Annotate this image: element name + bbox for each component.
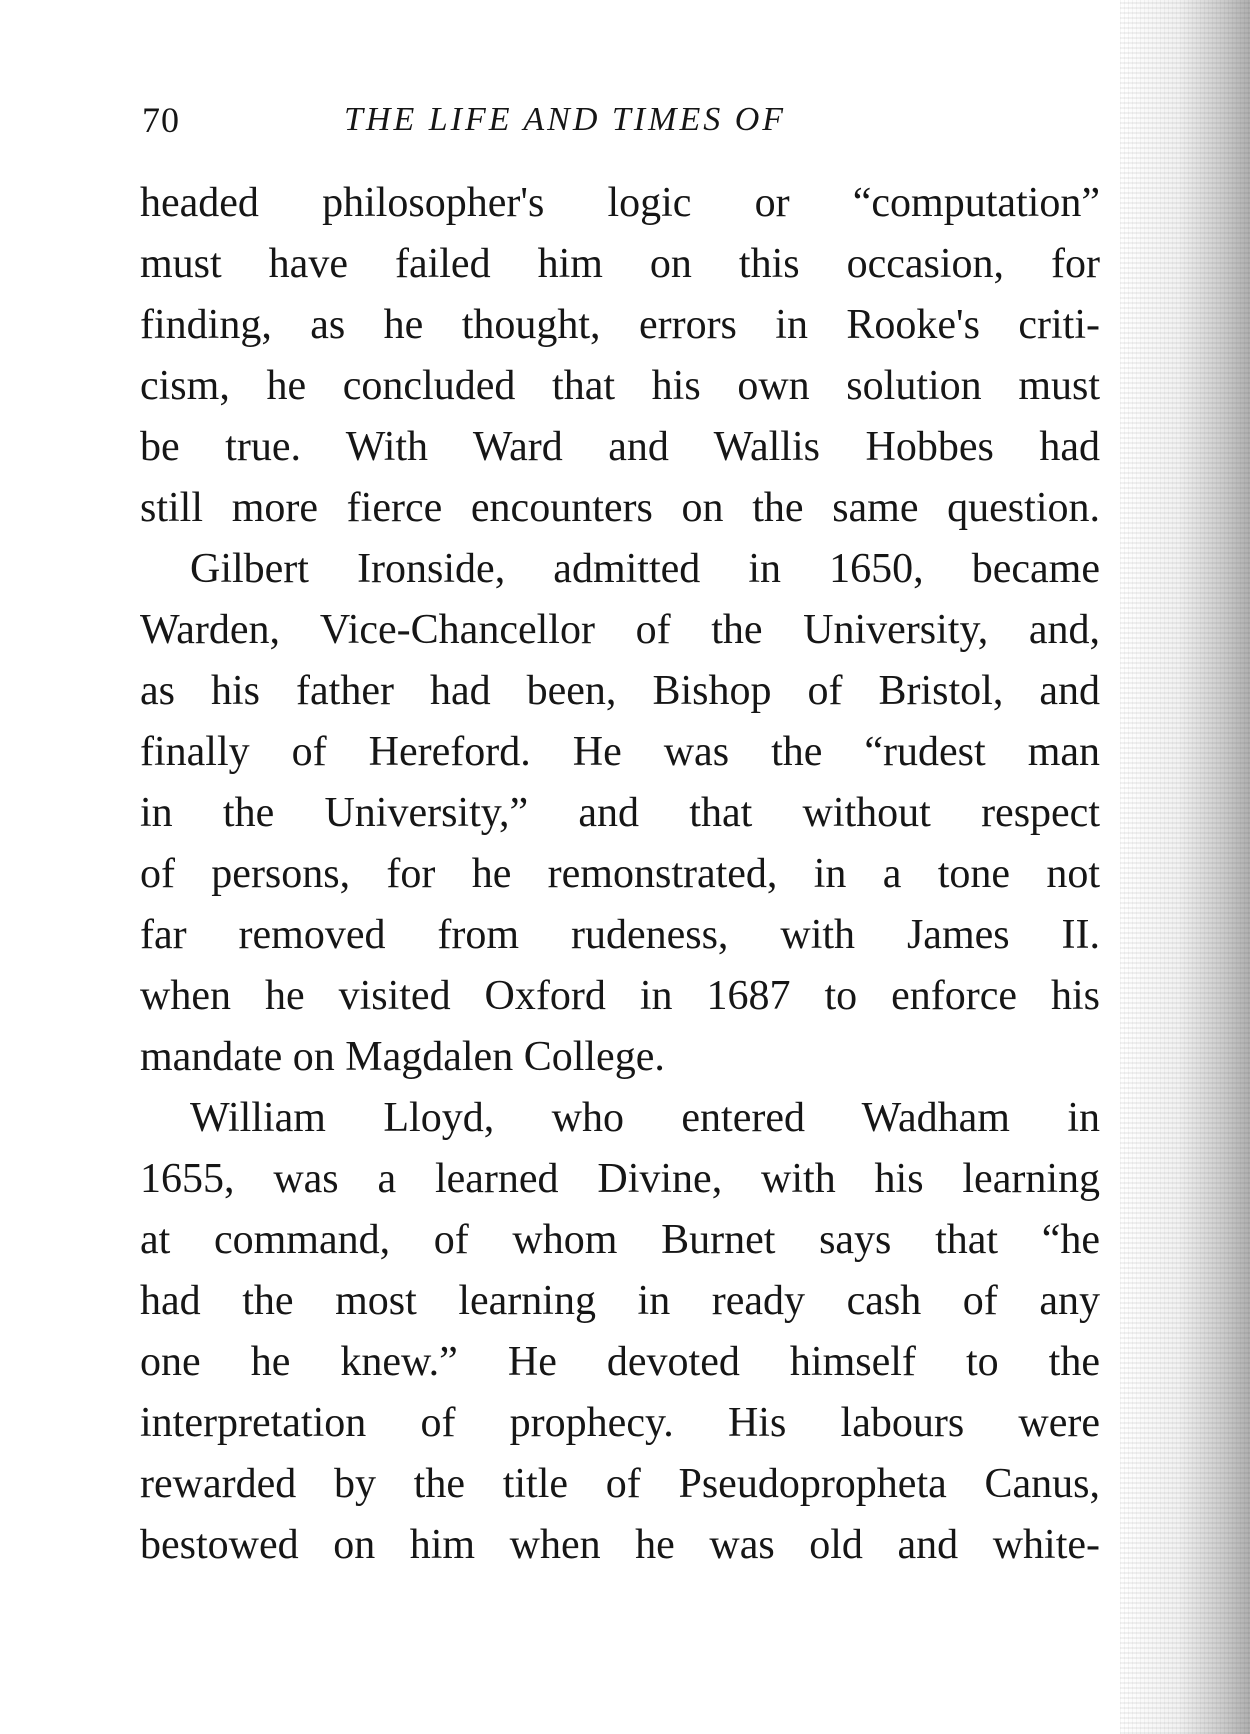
page-number: 70 xyxy=(142,100,180,140)
text-line: be true. With Ward and Wallis Hobbes had xyxy=(140,424,1100,470)
text-line: interpretation of prophecy. His labours were xyxy=(140,1400,1100,1446)
body-text xyxy=(140,173,1100,1576)
paragraph-ironside xyxy=(140,539,1100,1088)
page-header xyxy=(142,100,1102,140)
running-title: THE LIFE AND TIMES OF xyxy=(344,101,787,138)
text-line: headed philosopher's logic or “computation” xyxy=(140,180,1100,226)
text-line: of persons, for he remonstrated, in a tone not xyxy=(140,851,1100,897)
text-line: finally of Hereford. He was the “rudest man xyxy=(140,729,1100,775)
paragraph-lloyd xyxy=(140,1088,1100,1576)
text-line: finding, as he thought, errors in Rooke's criti- xyxy=(140,302,1100,348)
text-line: as his father had been, Bishop of Bristol, and xyxy=(140,668,1100,714)
text-line: rewarded by the title of Pseudopropheta Canus, xyxy=(140,1461,1100,1507)
text-line: at command, of whom Burnet says that “he xyxy=(140,1217,1100,1263)
text-line: William Lloyd, who entered Wadham in xyxy=(190,1095,1100,1141)
text-line: bestowed on him when he was old and white- xyxy=(140,1522,1100,1568)
text-line: Gilbert Ironside, admitted in 1650, became xyxy=(190,546,1100,592)
text-line: one he knew.” He devoted himself to the xyxy=(140,1339,1100,1385)
paragraph-hobbes xyxy=(140,173,1100,539)
text-line: 1655, was a learned Divine, with his learning xyxy=(140,1156,1100,1202)
text-line: must have failed him on this occasion, for xyxy=(140,241,1100,287)
text-line: cism, he concluded that his own solution must xyxy=(140,363,1100,409)
text-line: had the most learning in ready cash of any xyxy=(140,1278,1100,1324)
text-line: far removed from rudeness, with James II. xyxy=(140,912,1100,958)
text-line: Warden, Vice-Chancellor of the University, and, xyxy=(140,607,1100,653)
text-line: when he visited Oxford in 1687 to enforce his xyxy=(140,973,1100,1019)
text-line: in the University,” and that without respect xyxy=(140,790,1100,836)
scanned-page-edge xyxy=(1120,0,1250,1734)
text-line: still more fierce encounters on the same question. xyxy=(140,485,1100,531)
text-line: mandate on Magdalen College. xyxy=(140,1034,665,1080)
